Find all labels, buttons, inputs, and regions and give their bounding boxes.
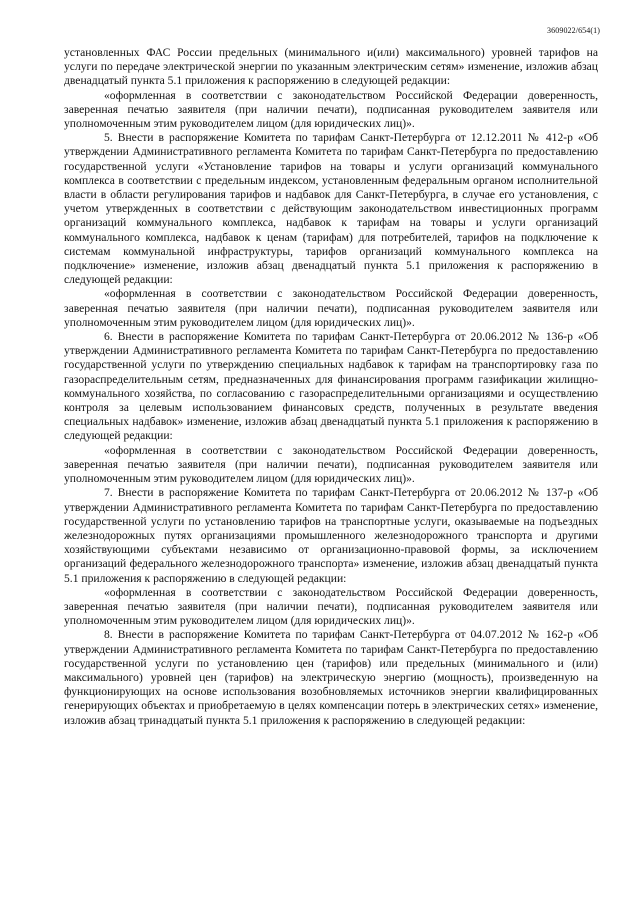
document-id: 3609022/654(1) xyxy=(547,26,600,35)
paragraph-quote: «оформленная в соответствии с законодательством Российской Федерации доверенность, заверенная печатью заявителя (при наличии печати), подписанная руководителем заявителя или уполномоченным этим руководителем лицом (для юридических лиц)». xyxy=(64,585,598,628)
paragraph-item-5: 5. Внести в распоряжение Комитета по тарифам Санкт-Петербурга от 12.12.2011 № 412-р «Об утверждении Административного регламента Комитета по тарифам Санкт-Петербурга по предоставлению государственной услуги «Установление тарифов на товары и услуги организаций коммунального комплекса в соответствии с предельным индексом, установленным федеральным органом исполнительной власти в области регулирования тарифов и надбавок для Санкт-Петербурга, в случае его установления, с учетом утвержденных в соответствии с действующим законодательством инвестиционных программ организаций коммунального комплекса, надбавок к тарифам на товары и услуги организаций коммунального комплекса, надбавок к ценам (тарифам) для потребителей, тарифов на подключение к системам коммунальной инфраструктуры, тарифов организаций коммунального комплекса на подключение» изменение, изложив абзац двенадцатый пункта 5.1 приложения к распоряжению в следующей редакции: xyxy=(64,131,598,287)
paragraph-item-6: 6. Внести в распоряжение Комитета по тарифам Санкт-Петербурга от 20.06.2012 № 136-р «Об утверждении Административного регламента Комитета по тарифам Санкт-Петербурга по предоставлению государственной услуги по утверждению специальных надбавок к тарифам на транспортировку газа по газораспределительным сетям, предназначенных для финансирования программ газификации жилищно-коммунального хозяйства, по согласованию с газораспределительными организациями и осуществлению контроля за целевым использованием финансовых средств, полученных в результате введения специальных надбавок» изменение, изложив абзац двенадцатый пункта 5.1 приложения к распоряжению в следующей редакции: xyxy=(64,330,598,443)
paragraph-item-8: 8. Внести в распоряжение Комитета по тарифам Санкт-Петербурга от 04.07.2012 № 162-р «Об утверждении Административного регламента Комитета по тарифам Санкт-Петербурга по предоставлению государственной услуги по установлению цен (тарифов) или предельных (минимального и (или) максимального) уровней цен (тарифов) на электрическую энергию (мощность), произведенную на функционирующих на основе использования возобновляемых источников энергии квалифицированных генерирующих объектах и приобретаемую в целях компенсации потерь в электрических сетях» изменение, изложив абзац тринадцатый пункта 5.1 приложения к распоряжению в следующей редакции: xyxy=(64,628,598,727)
paragraph-quote: «оформленная в соответствии с законодательством Российской Федерации доверенность, заверенная печатью заявителя (при наличии печати), подписанная руководителем заявителя или уполномоченным этим руководителем лицом (для юридических лиц)». xyxy=(64,443,598,486)
paragraph-continuation: установленных ФАС России предельных (минимального и(или) максимального) уровней тарифов на услуги по передаче электрической энергии по указанным электрическим сетям» изменение, изложив абзац двенадцатый пункта 5.1 приложения к распоряжению в следующей редакции: xyxy=(64,46,598,88)
paragraph-quote: «оформленная в соответствии с законодательством Российской Федерации доверенность, заверенная печатью заявителя (при наличии печати), подписанная руководителем заявителя или уполномоченным этим руководителем лицом (для юридических лиц)». xyxy=(64,287,598,329)
paragraph-item-7: 7. Внести в распоряжение Комитета по тарифам Санкт-Петербурга от 20.06.2012 № 137-р «Об утверждении Административного регламента Комитета по тарифам Санкт-Петербурга по предоставлению государственной услуги по установлению тарифов на транспортные услуги, оказываемые на подъездных железнодорожных путях организациями промышленного железнодорожного транспорта и другими хозяйствующими субъектами независимо от организационно-правовой формы, за исключением организаций федерального железнодорожного транспорта» изменение, изложив абзац двенадцатый пункта 5.1 приложения к распоряжению в следующей редакции: xyxy=(64,486,598,585)
paragraph-quote: «оформленная в соответствии с законодательством Российской Федерации доверенность, заверенная печатью заявителя (при наличии печати), подписанная руководителем заявителя или уполномоченным этим руководителем лицом (для юридических лиц)». xyxy=(64,88,598,131)
document-body xyxy=(64,46,598,728)
